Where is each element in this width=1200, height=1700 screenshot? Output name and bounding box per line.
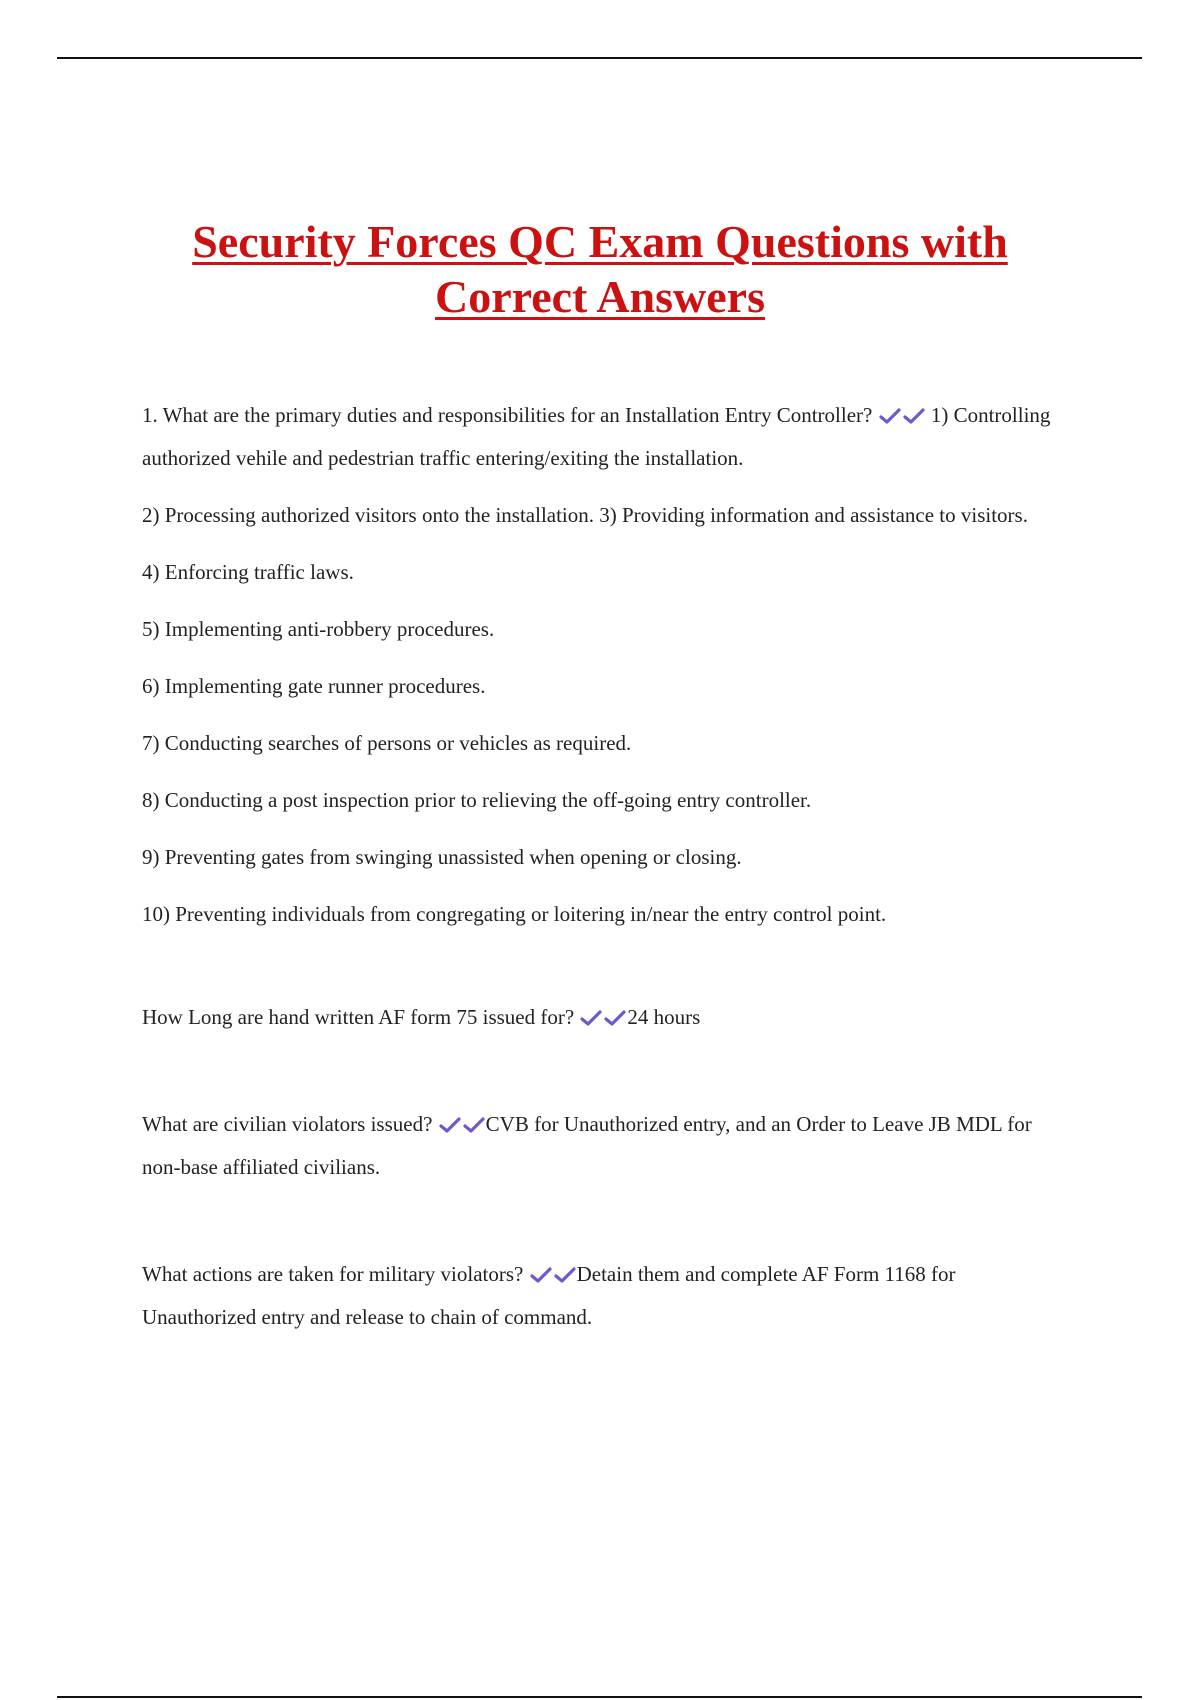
check-mark-icon: [879, 407, 901, 425]
title-line-2: Correct Answers: [435, 271, 765, 322]
list-item: 5) Implementing anti-robbery procedures.: [142, 617, 495, 641]
question-text: What are civilian violators issued?: [142, 1112, 433, 1136]
check-mark-icon: [530, 1266, 552, 1284]
answer-text: 1) Controlling authorized vehile and pedestrian traffic entering/exiting the installation.: [142, 403, 1051, 470]
qa-item-4: [142, 1253, 1066, 1339]
qa-item-3: [142, 1103, 1066, 1189]
answer-text: Detain them and complete AF Form 1168 for Unauthorized entry and release to chain of command.: [142, 1262, 956, 1329]
list-item: 7) Conducting searches of persons or vehicles as required.: [142, 731, 632, 755]
question-text: How Long are hand written AF form 75 issued for?: [142, 1005, 575, 1029]
list-item: 4) Enforcing traffic laws.: [142, 560, 354, 584]
answer-text: 24 hours: [627, 1005, 701, 1029]
check-mark-icon: [580, 1009, 602, 1027]
answer-text: CVB for Unauthorized entry, and an Order to Leave JB MDL for non-base affiliated civilians.: [142, 1112, 1032, 1179]
check-mark-icon: [439, 1116, 461, 1134]
title-line-1: Security Forces QC Exam Questions with: [192, 216, 1008, 267]
check-mark-icon: [463, 1116, 485, 1134]
check-mark-icon: [903, 407, 925, 425]
question-text: 1. What are the primary duties and responsibilities for an Installation Entry Controller?: [142, 403, 873, 427]
list-item: 8) Conducting a post inspection prior to relieving the off-going entry controller.: [142, 788, 812, 812]
list-item: 6) Implementing gate runner procedures.: [142, 674, 486, 698]
top-rule: [57, 57, 1142, 59]
list-item: 10) Preventing individuals from congregating or loitering in/near the entry control point.: [142, 902, 887, 926]
qa-item-2: [142, 996, 1066, 1039]
document-body: [142, 394, 1066, 1353]
check-mark-icon: [554, 1266, 576, 1284]
list-item: 9) Preventing gates from swinging unassisted when opening or closing.: [142, 845, 742, 869]
check-mark-icon: [604, 1009, 626, 1027]
qa-item-1: [142, 394, 1066, 480]
bottom-rule: [57, 1696, 1142, 1698]
document-title: [100, 214, 1100, 324]
question-text: What actions are taken for military violators?: [142, 1262, 524, 1286]
list-item: 2) Processing authorized visitors onto the installation. 3) Providing information and assistance to visitors.: [142, 503, 1028, 527]
